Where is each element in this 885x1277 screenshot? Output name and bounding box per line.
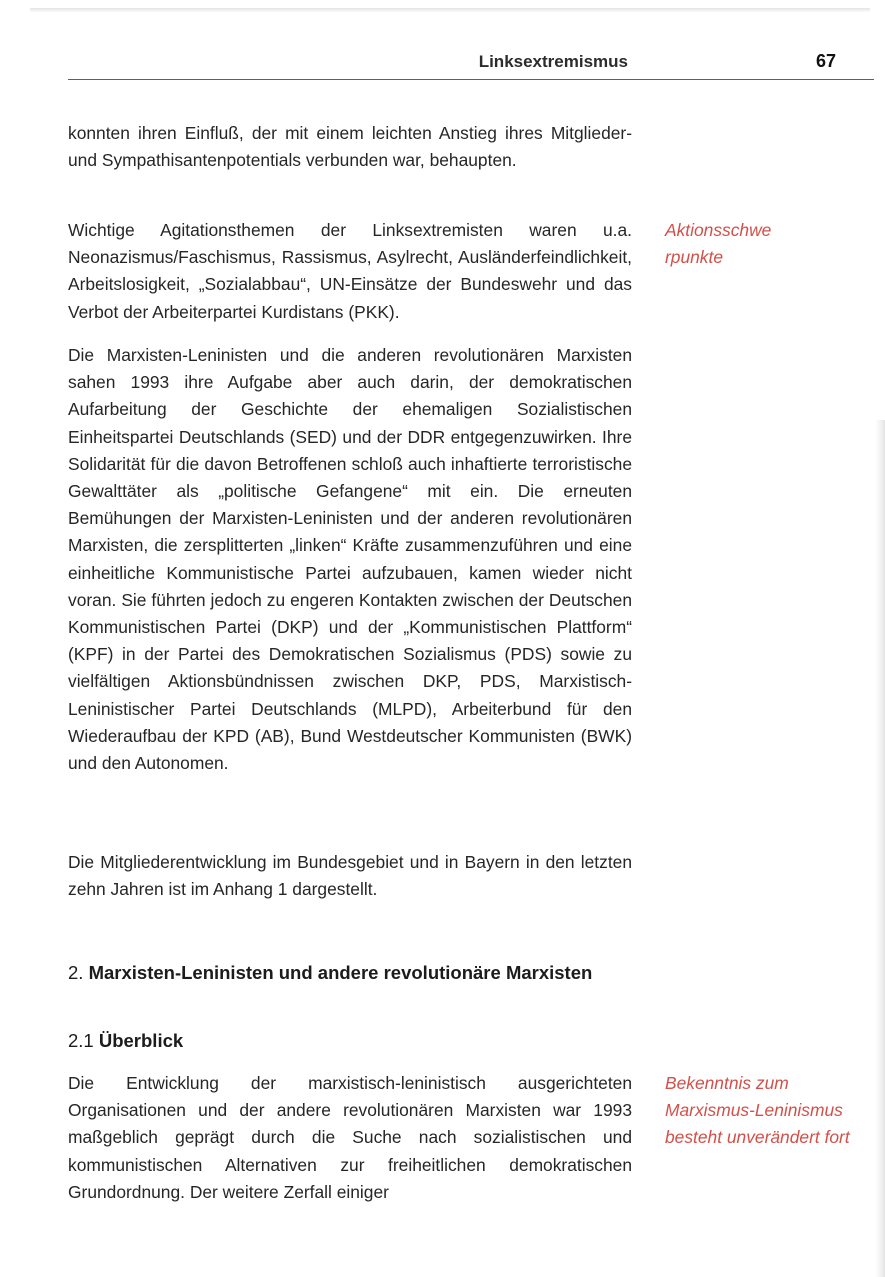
section-number: 2. xyxy=(68,962,84,983)
subsection-number: 2.1 xyxy=(68,1030,94,1051)
paragraph-5: Die Entwicklung der marxistisch-leninistisch ausgerichteten Organisationen und der andere revolutionären Marxisten war 1993 maßgeblich geprägt durch die Suche nach sozialistischen und kommunistischen Alternativen zur freiheitlichen demokratischen Grundordnung. Der weitere Zerfall einiger xyxy=(68,1073,632,1202)
section-title: Marxisten-Leninisten und andere revolutionäre Marxisten xyxy=(88,962,593,983)
page-number: 67 xyxy=(815,51,836,71)
running-header xyxy=(68,50,874,80)
page-right-edge xyxy=(875,420,885,1277)
subsection-heading-2-1 xyxy=(68,1027,668,1054)
paragraph-4: Die Mitgliederentwicklung im Bundesgebiet und in Bayern in den letzten zehn Jahren ist im Anhang 1 dargestellt. xyxy=(68,852,632,900)
paragraph-3: Die Marxisten-Leninisten und die anderen revolutionären Marxisten sahen 1993 ihre Aufgabe aber auch darin, der demokratischen Aufarbeitung der Geschichte der ehemaligen Sozialistischen Einheitspartei Deutschlands (SED) und der DDR entgegenzuwirken. Ihre Solidarität für die davon Betroffenen schloß auch inhaftierte terroristische Gewalttäter als „politische Gefangene“ mit ein. Die erneuten Bemühungen der Marxisten-Leninisten und der anderen revolutionären Marxisten, die zersplitterten „linken“ Kräfte zusammenzuführen und eine einheitliche Kommunistische Partei aufzubauen, kamen wieder nicht voran. Sie führten jedoch zu engeren Kontakten zwischen der Deutschen Kommunistischen Partei (DKP) und der „Kommunistischen Plattform“ (KPF) in der Partei des Demokratischen Sozialismus (PDS) sowie zu vielfältigen Aktionsbündnissen zwischen DKP, PDS, Marxistisch-Leninistischer Partei Deutschlands (MLPD), Arbeiterbund für den Wiederaufbau der KPD (AB), Bund Westdeutscher Kommunisten (BWK) und den Autonomen. xyxy=(68,345,632,774)
section-heading-2 xyxy=(68,959,668,986)
margin-note-bekenntnis: Bekenntnis zum Marxismus-Leninismus besteht unverändert fort xyxy=(665,1073,850,1148)
margin-note-aktionsschwerpunkte: Aktionsschwerpunkte xyxy=(665,220,772,268)
header-section-title: Linksextremismus xyxy=(478,52,628,71)
page-top-edge xyxy=(30,8,870,12)
paragraph-1: konnten ihren Einfluß, der mit einem leichten Anstieg ihres Mitglieder- und Sympathisantenpotentials verbunden war, behaupten. xyxy=(68,123,632,171)
paragraph-2: Wichtige Agitationsthemen der Linksextremisten waren u.a. Neonazismus/Faschismus, Rassismus, Asylrecht, Ausländerfeindlichkeit, Arbeitslosigkeit, „Sozialabbau“, UN-Einsätze der Bundeswehr und das Verbot der Arbeiterpartei Kurdistans (PKK). xyxy=(68,220,632,322)
subsection-title: Überblick xyxy=(98,1030,184,1051)
